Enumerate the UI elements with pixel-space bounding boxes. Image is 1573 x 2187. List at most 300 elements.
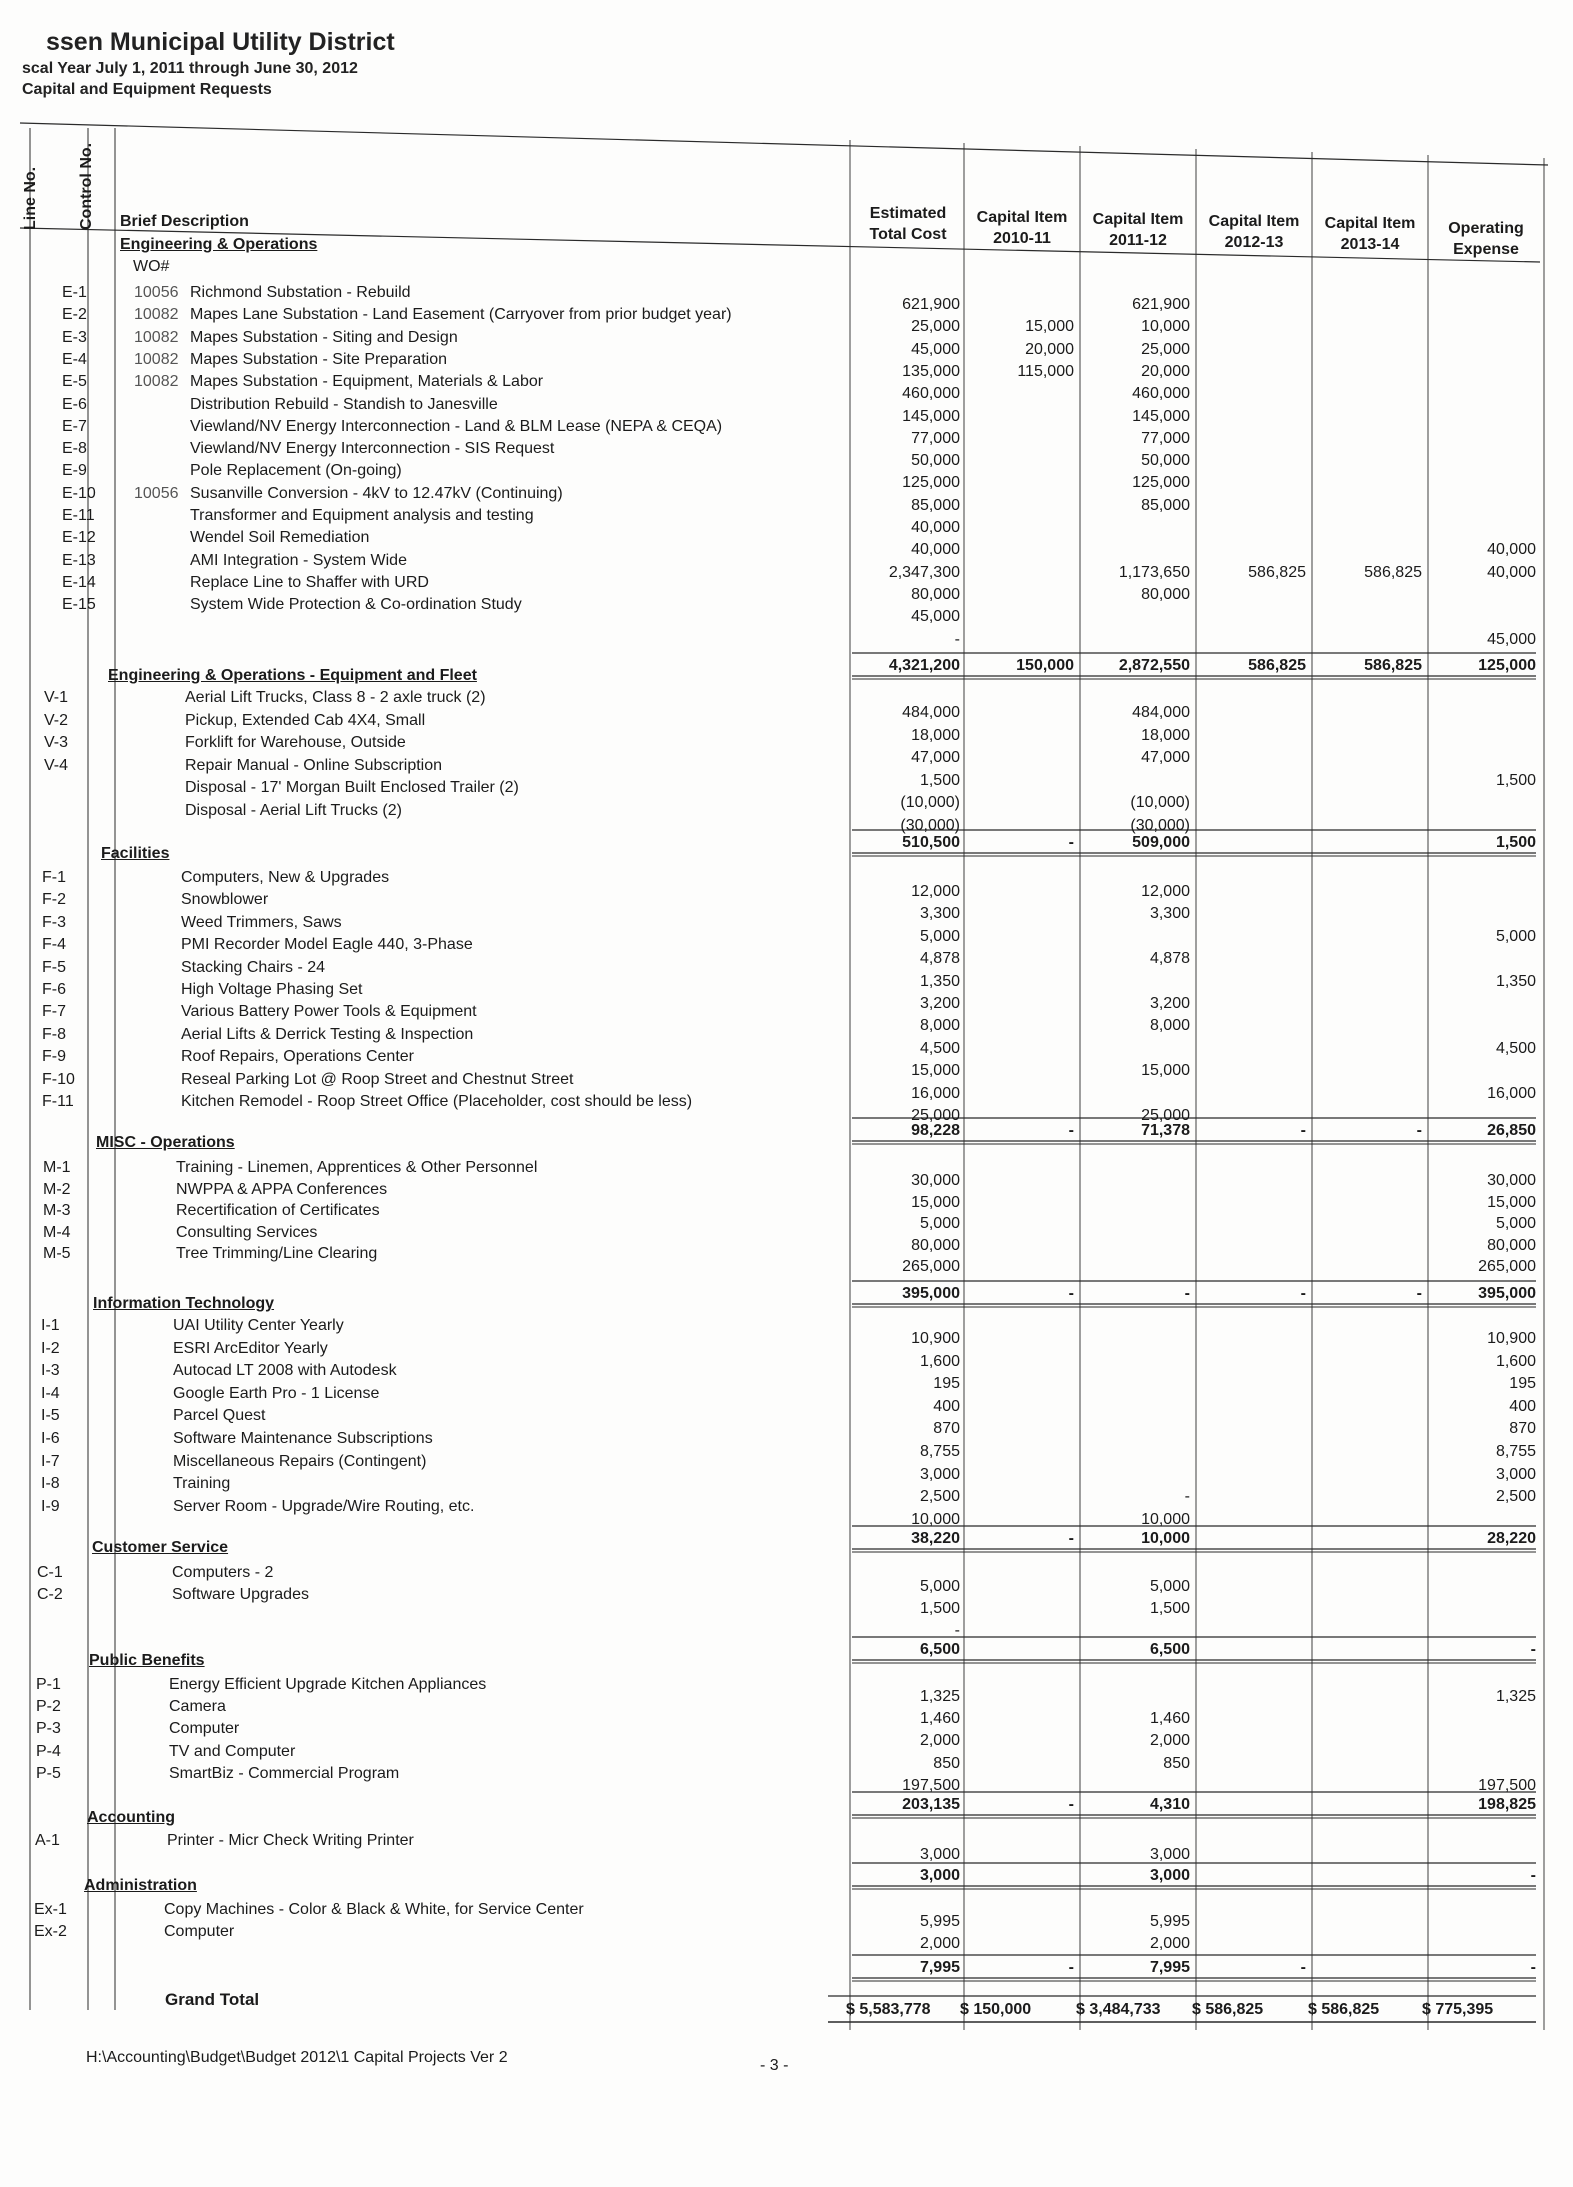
section-total-value: 509,000 xyxy=(1132,834,1190,851)
cell-value: 2,347,300 xyxy=(888,564,960,581)
cell-value: 870 xyxy=(1509,1420,1536,1437)
row-description: Miscellaneous Repairs (Contingent) xyxy=(173,1453,427,1470)
col-header-capital-2010-11-line1: Capital Item xyxy=(976,209,1068,226)
section-total-value: - xyxy=(1530,1959,1536,1976)
cell-value: 125,000 xyxy=(902,474,960,491)
row-description: Mapes Lane Substation - Land Easement (Carryover from prior budget year) xyxy=(190,306,732,323)
section-total-value: - xyxy=(1068,1796,1074,1813)
line-number: E-4 xyxy=(62,351,87,368)
line-number: F-1 xyxy=(42,869,66,886)
row-description: High Voltage Phasing Set xyxy=(181,981,363,998)
cell-value: 25,000 xyxy=(1141,341,1190,358)
row-description: Reseal Parking Lot @ Roop Street and Chestnut Street xyxy=(181,1071,574,1088)
line-number: E-9 xyxy=(62,462,87,479)
col-header-capital-2011-12-line2: 2011-12 xyxy=(1109,232,1167,249)
cell-value: 4,878 xyxy=(919,950,960,967)
cell-value: 135,000 xyxy=(902,363,960,380)
cell-value: 12,000 xyxy=(1141,883,1190,900)
row-description: PMI Recorder Model Eagle 440, 3-Phase xyxy=(181,936,473,953)
section-total-value: 1,500 xyxy=(1495,834,1536,851)
section-total-value: - xyxy=(1300,1285,1306,1302)
section-total-value: 98,228 xyxy=(911,1122,960,1139)
cell-value: 1,500 xyxy=(919,772,960,789)
row-description: Training - Linemen, Apprentices & Other Personnel xyxy=(176,1159,538,1176)
row-description: Replace Line to Shaffer with URD xyxy=(190,574,429,591)
row-description: Pole Replacement (On-going) xyxy=(190,462,402,479)
line-number: P-4 xyxy=(36,1743,61,1760)
cell-value: 47,000 xyxy=(911,749,960,766)
grand-total-value: $ 5,583,778 xyxy=(846,2001,931,2018)
cell-value: 2,000 xyxy=(1149,1732,1190,1749)
cell-value: 400 xyxy=(933,1398,960,1415)
cell-value: 80,000 xyxy=(911,586,960,603)
line-number: E-3 xyxy=(62,329,87,346)
section-total-value: 10,000 xyxy=(1141,1530,1190,1547)
file-path: H:\Accounting\Budget\Budget 2012\1 Capital Projects Ver 2 xyxy=(86,2049,508,2066)
line-number: I-8 xyxy=(41,1475,60,1492)
row-description: Snowblower xyxy=(181,891,269,908)
line-number: I-2 xyxy=(41,1340,60,1357)
cell-value: 10,900 xyxy=(911,1330,960,1347)
row-description: Stacking Chairs - 24 xyxy=(181,959,326,976)
grand-total-label: Grand Total xyxy=(165,1990,260,2009)
cell-value: 5,000 xyxy=(1495,928,1536,945)
line-number: P-2 xyxy=(36,1698,61,1715)
section-total-value: - xyxy=(1416,1285,1422,1302)
cell-value: 10,000 xyxy=(1141,318,1190,335)
cell-value: 2,000 xyxy=(919,1732,960,1749)
line-number: V-1 xyxy=(44,689,69,706)
cell-value: 40,000 xyxy=(911,519,960,536)
row-description: Parcel Quest xyxy=(173,1407,266,1424)
row-description: Software Maintenance Subscriptions xyxy=(173,1430,433,1447)
row-description: UAI Utility Center Yearly xyxy=(173,1317,344,1334)
row-description: Computers, New & Upgrades xyxy=(181,869,390,886)
row-description: Viewland/NV Energy Interconnection - Land & BLM Lease (NEPA & CEQA) xyxy=(190,418,723,435)
cell-value: 25,000 xyxy=(911,1107,960,1124)
cell-value: 870 xyxy=(933,1420,960,1437)
cell-value: 40,000 xyxy=(911,541,960,558)
section-title-fac: Facilities xyxy=(101,845,170,862)
row-description: Energy Efficient Upgrade Kitchen Appliances xyxy=(169,1676,487,1693)
cell-value: 25,000 xyxy=(1141,1107,1190,1124)
section-total-value: - xyxy=(1068,1285,1074,1302)
row-description: Repair Manual - Online Subscription xyxy=(185,757,443,774)
cell-value: 2,500 xyxy=(1495,1488,1536,1505)
cell-value: 265,000 xyxy=(902,1258,960,1275)
row-description: Copy Machines - Color & Black & White, for Service Center xyxy=(164,1901,584,1918)
line-number: I-5 xyxy=(41,1407,60,1424)
section-total-value: - xyxy=(1068,1959,1074,1976)
cell-value: 40,000 xyxy=(1487,564,1536,581)
cell-value: 484,000 xyxy=(902,704,960,721)
line-number: E-6 xyxy=(62,396,87,413)
cell-value: 586,825 xyxy=(1248,564,1306,581)
cell-value: 1,460 xyxy=(1149,1710,1190,1727)
row-description: Tree Trimming/Line Clearing xyxy=(176,1245,378,1262)
cell-value: 15,000 xyxy=(911,1194,960,1211)
cell-value: 15,000 xyxy=(1487,1194,1536,1211)
col-header-line-no: Line No. xyxy=(22,166,39,230)
line-number: E-11 xyxy=(62,507,95,524)
line-number: F-5 xyxy=(42,959,66,976)
work-order-number: 10082 xyxy=(134,306,179,323)
line-number: I-7 xyxy=(41,1453,60,1470)
section-total-value: 198,825 xyxy=(1478,1796,1536,1813)
line-number: V-3 xyxy=(44,734,69,751)
cell-value: 460,000 xyxy=(1132,385,1190,402)
col-header-capital-2012-13-line2: 2012-13 xyxy=(1224,234,1284,251)
row-description: Forklift for Warehouse, Outside xyxy=(185,734,406,751)
section-total-value: 38,220 xyxy=(911,1530,960,1547)
line-number: A-1 xyxy=(35,1832,60,1849)
line-number: Ex-1 xyxy=(34,1901,67,1918)
cell-value: 40,000 xyxy=(1487,541,1536,558)
cell-value: 85,000 xyxy=(911,497,960,514)
row-description: Wendel Soil Remediation xyxy=(190,529,370,546)
cell-value: 15,000 xyxy=(911,1062,960,1079)
row-description: SmartBiz - Commercial Program xyxy=(169,1765,400,1782)
section-total-value: 3,000 xyxy=(919,1867,960,1884)
section-total-value: 150,000 xyxy=(1016,657,1074,674)
cell-value: 50,000 xyxy=(1141,452,1190,469)
row-description: Printer - Micr Check Writing Printer xyxy=(167,1832,414,1849)
cell-value: 197,500 xyxy=(902,1777,960,1794)
cell-value: 80,000 xyxy=(1487,1237,1536,1254)
cell-value: 1,600 xyxy=(919,1353,960,1370)
section-total-value: 203,135 xyxy=(902,1796,960,1813)
section-total-value: 586,825 xyxy=(1248,657,1306,674)
cell-value: 3,300 xyxy=(1149,905,1190,922)
cell-value: 5,000 xyxy=(1495,1215,1536,1232)
row-description: AMI Integration - System Wide xyxy=(190,552,407,569)
line-number: I-3 xyxy=(41,1362,60,1379)
row-description: Disposal - 17' Morgan Built Enclosed Trailer (2) xyxy=(185,779,519,796)
cell-value: 85,000 xyxy=(1141,497,1190,514)
cell-value: 45,000 xyxy=(1487,631,1536,648)
line-number: M-2 xyxy=(43,1181,71,1198)
section-total-value: - xyxy=(1300,1959,1306,1976)
line-number: E-15 xyxy=(62,596,96,613)
grand-total-value: $ 150,000 xyxy=(960,2001,1032,2018)
line-number: I-1 xyxy=(41,1317,60,1334)
work-order-number: 10082 xyxy=(134,373,179,390)
cell-value: 195 xyxy=(933,1375,960,1392)
section-total-value: 395,000 xyxy=(902,1285,960,1302)
row-description: Aerial Lift Trucks, Class 8 - 2 axle truck (2) xyxy=(185,689,486,706)
col-header-control-no: Control No. xyxy=(78,142,95,230)
cell-value: 1,500 xyxy=(1495,772,1536,789)
cell-value: 850 xyxy=(1163,1755,1190,1772)
cell-value: (30,000) xyxy=(1130,817,1190,834)
cell-value: 77,000 xyxy=(911,430,960,447)
row-description: Transformer and Equipment analysis and testing xyxy=(190,507,534,524)
cell-value: 4,878 xyxy=(1149,950,1190,967)
col-header-capital-2012-13-line1: Capital Item xyxy=(1208,213,1300,230)
cell-value: 80,000 xyxy=(1141,586,1190,603)
report-subtitle: Capital and Equipment Requests xyxy=(22,81,272,98)
row-description: Roof Repairs, Operations Center xyxy=(181,1048,414,1065)
cell-value: 4,500 xyxy=(1495,1040,1536,1057)
line-number: F-9 xyxy=(42,1048,66,1065)
cell-value: 1,600 xyxy=(1495,1353,1536,1370)
row-description: Computer xyxy=(169,1720,240,1737)
row-description: Susanville Conversion - 4kV to 12.47kV (Continuing) xyxy=(190,485,563,502)
cell-value: 8,000 xyxy=(1149,1017,1190,1034)
row-description: TV and Computer xyxy=(169,1743,296,1760)
cell-value: 5,000 xyxy=(919,1578,960,1595)
cell-value: 5,000 xyxy=(919,1215,960,1232)
cell-value: 3,000 xyxy=(1495,1466,1536,1483)
wo-label: WO# xyxy=(133,258,170,275)
cell-value: 1,325 xyxy=(1495,1688,1536,1705)
row-description: Camera xyxy=(169,1698,226,1715)
cell-value: 10,900 xyxy=(1487,1330,1536,1347)
row-description: Recertification of Certificates xyxy=(176,1202,380,1219)
section-title-cs: Customer Service xyxy=(92,1539,229,1556)
grand-total-value: $ 3,484,733 xyxy=(1076,2001,1161,2018)
col-header-capital-2013-14-line2: 2013-14 xyxy=(1340,236,1400,253)
col-header-description: Brief Description xyxy=(120,213,249,230)
row-description: Software Upgrades xyxy=(172,1586,309,1603)
section-total-value: 510,500 xyxy=(902,834,960,851)
section-total-value: 7,995 xyxy=(1149,1959,1190,1976)
section-title-acct: Accounting xyxy=(87,1809,175,1826)
line-number: M-1 xyxy=(43,1159,71,1176)
cell-value: 77,000 xyxy=(1141,430,1190,447)
cell-value: (10,000) xyxy=(1130,794,1190,811)
cell-value: 1,173,650 xyxy=(1118,564,1190,581)
cell-value: 20,000 xyxy=(1025,341,1074,358)
cell-value: 8,755 xyxy=(919,1443,960,1460)
cell-value: 5,995 xyxy=(919,1913,960,1930)
line-number: F-6 xyxy=(42,981,66,998)
line-number: E-12 xyxy=(62,529,96,546)
section-total-value: 2,872,550 xyxy=(1118,657,1190,674)
section-total-value: 586,825 xyxy=(1364,657,1422,674)
line-number: F-2 xyxy=(42,891,66,908)
line-number: P-3 xyxy=(36,1720,61,1737)
section-title-eo: Engineering & Operations xyxy=(120,236,318,253)
col-header-estimated-line2: Total Cost xyxy=(869,226,947,243)
cell-value: 1,325 xyxy=(919,1688,960,1705)
cell-value: - xyxy=(954,631,960,648)
line-number: E-14 xyxy=(62,574,96,591)
work-order-number: 10056 xyxy=(134,284,179,301)
section-title-pb: Public Benefits xyxy=(89,1652,205,1669)
line-number: P-5 xyxy=(36,1765,61,1782)
row-description: Pickup, Extended Cab 4X4, Small xyxy=(185,712,426,729)
line-number: Ex-2 xyxy=(34,1923,67,1940)
cell-value: 18,000 xyxy=(1141,727,1190,744)
row-description: NWPPA & APPA Conferences xyxy=(176,1181,388,1198)
col-header-capital-2013-14-line1: Capital Item xyxy=(1324,215,1416,232)
cell-value: 145,000 xyxy=(1132,408,1190,425)
row-description: Richmond Substation - Rebuild xyxy=(190,284,411,301)
row-description: Various Battery Power Tools & Equipment xyxy=(181,1003,477,1020)
cell-value: 621,900 xyxy=(1132,296,1190,313)
cell-value: 197,500 xyxy=(1478,1777,1536,1794)
row-description: Distribution Rebuild - Standish to Janesville xyxy=(190,396,498,413)
cell-value: 4,500 xyxy=(919,1040,960,1057)
row-description: Consulting Services xyxy=(176,1224,318,1241)
row-description: Computer xyxy=(164,1923,235,1940)
row-description: Weed Trimmers, Saws xyxy=(181,914,342,931)
col-header-estimated-line1: Estimated xyxy=(869,205,947,222)
cell-value: 5,995 xyxy=(1149,1913,1190,1930)
grand-total-value: $ 586,825 xyxy=(1308,2001,1380,2018)
line-number: M-3 xyxy=(43,1202,71,1219)
col-header-capital-2011-12 xyxy=(1082,209,1194,251)
col-header-capital-2011-12-line1: Capital Item xyxy=(1092,211,1184,228)
page-number: - 3 - xyxy=(760,2057,789,2074)
cell-value: 45,000 xyxy=(911,341,960,358)
section-title-misc: MISC - Operations xyxy=(96,1134,235,1151)
cell-value: 484,000 xyxy=(1132,704,1190,721)
line-number: I-6 xyxy=(41,1430,60,1447)
cell-value: 3,000 xyxy=(1149,1846,1190,1863)
row-description: Google Earth Pro - 1 License xyxy=(173,1385,380,1402)
cell-value: 400 xyxy=(1509,1398,1536,1415)
row-description: Kitchen Remodel - Roop Street Office (Placeholder, cost should be less) xyxy=(181,1093,693,1110)
cell-value: 3,300 xyxy=(919,905,960,922)
cell-value: 5,000 xyxy=(919,928,960,945)
section-total-value: - xyxy=(1068,1122,1074,1139)
col-header-operating-expense xyxy=(1430,218,1542,260)
line-number: E-5 xyxy=(62,373,87,390)
col-header-estimated xyxy=(852,203,964,245)
cell-value: 265,000 xyxy=(1478,1258,1536,1275)
cell-value: - xyxy=(954,1622,960,1639)
line-number: F-8 xyxy=(42,1026,66,1043)
col-header-operating-expense-line1: Operating xyxy=(1448,220,1524,237)
col-header-capital-2012-13 xyxy=(1198,211,1310,253)
section-total-value: 4,321,200 xyxy=(888,657,960,674)
line-number: V-2 xyxy=(44,712,69,729)
row-description: Mapes Substation - Site Preparation xyxy=(190,351,448,368)
cell-value: 10,000 xyxy=(911,1511,960,1528)
line-number: I-4 xyxy=(41,1385,60,1402)
section-total-value: 7,995 xyxy=(919,1959,960,1976)
line-number: E-10 xyxy=(62,485,96,502)
section-total-value: 4,310 xyxy=(1149,1796,1190,1813)
section-title-it: Information Technology xyxy=(93,1295,275,1312)
line-number: E-8 xyxy=(62,440,87,457)
section-total-value: 3,000 xyxy=(1149,1867,1190,1884)
row-description: Disposal - Aerial Lift Trucks (2) xyxy=(185,802,402,819)
cell-value: 30,000 xyxy=(911,1172,960,1189)
line-number: E-7 xyxy=(62,418,87,435)
work-order-number: 10056 xyxy=(134,485,179,502)
cell-value: 195 xyxy=(1509,1375,1536,1392)
cell-value: (30,000) xyxy=(900,817,960,834)
cell-value: 3,000 xyxy=(919,1846,960,1863)
cell-value: 15,000 xyxy=(1141,1062,1190,1079)
section-total-value: 71,378 xyxy=(1141,1122,1190,1139)
cell-value: 30,000 xyxy=(1487,1172,1536,1189)
line-number: I-9 xyxy=(41,1498,60,1515)
table-top-rule xyxy=(20,123,1548,165)
section-total-value: 125,000 xyxy=(1478,657,1536,674)
work-order-number: 10082 xyxy=(134,351,179,368)
col-header-operating-expense-line2: Expense xyxy=(1453,241,1519,258)
row-description: Aerial Lifts & Derrick Testing & Inspection xyxy=(181,1026,474,1043)
cell-value: 3,200 xyxy=(919,995,960,1012)
cell-value: 1,460 xyxy=(919,1710,960,1727)
line-number: V-4 xyxy=(44,757,69,774)
cell-value: 3,200 xyxy=(1149,995,1190,1012)
row-description: Mapes Substation - Equipment, Materials & Labor xyxy=(190,373,544,390)
cell-value: 16,000 xyxy=(911,1085,960,1102)
row-description: System Wide Protection & Co-ordination Study xyxy=(190,596,522,613)
cell-value: 145,000 xyxy=(902,408,960,425)
line-number: M-4 xyxy=(43,1224,71,1241)
cell-value: 2,000 xyxy=(919,1935,960,1952)
section-total-value: - xyxy=(1416,1122,1422,1139)
cell-value: 125,000 xyxy=(1132,474,1190,491)
section-title-fleet: Engineering & Operations - Equipment and Fleet xyxy=(108,667,477,684)
col-header-capital-2010-11 xyxy=(966,207,1078,249)
cell-value: (10,000) xyxy=(900,794,960,811)
row-description: ESRI ArcEditor Yearly xyxy=(173,1340,328,1357)
col-header-capital-2010-11-line2: 2010-11 xyxy=(993,230,1051,247)
section-total-value: - xyxy=(1530,1641,1536,1658)
section-total-value: 6,500 xyxy=(1149,1641,1190,1658)
cell-value: 50,000 xyxy=(911,452,960,469)
work-order-number: 10082 xyxy=(134,329,179,346)
line-number: F-7 xyxy=(42,1003,66,1020)
cell-value: 586,825 xyxy=(1364,564,1422,581)
row-description: Training xyxy=(173,1475,231,1492)
fiscal-year: scal Year July 1, 2011 through June 30, 2012 xyxy=(22,60,358,77)
row-description: Mapes Substation - Siting and Design xyxy=(190,329,458,346)
row-description: Server Room - Upgrade/Wire Routing, etc. xyxy=(173,1498,475,1515)
cell-value: 1,350 xyxy=(919,973,960,990)
cell-value: 8,755 xyxy=(1495,1443,1536,1460)
cell-value: 1,500 xyxy=(919,1600,960,1617)
row-description: Computers - 2 xyxy=(172,1564,274,1581)
col-header-capital-2013-14 xyxy=(1314,213,1426,255)
row-description: Viewland/NV Energy Interconnection - SIS Request xyxy=(190,440,555,457)
cell-value: 12,000 xyxy=(911,883,960,900)
row-description: Autocad LT 2008 with Autodesk xyxy=(173,1362,397,1379)
section-total-value: 6,500 xyxy=(919,1641,960,1658)
line-number: P-1 xyxy=(36,1676,61,1693)
cell-value: 460,000 xyxy=(902,385,960,402)
section-total-value: 28,220 xyxy=(1487,1530,1536,1547)
section-title-admin: Administration xyxy=(84,1877,197,1894)
cell-value: 621,900 xyxy=(902,296,960,313)
cell-value: 1,350 xyxy=(1495,973,1536,990)
line-number: F-10 xyxy=(42,1071,75,1088)
cell-value: 15,000 xyxy=(1025,318,1074,335)
line-number: F-11 xyxy=(42,1093,74,1110)
section-total-value: - xyxy=(1184,1285,1190,1302)
grand-total-value: $ 586,825 xyxy=(1192,2001,1264,2018)
section-total-value: 395,000 xyxy=(1478,1285,1536,1302)
cell-value: 25,000 xyxy=(911,318,960,335)
cell-value: 1,500 xyxy=(1149,1600,1190,1617)
line-number: F-3 xyxy=(42,914,66,931)
section-total-value: - xyxy=(1300,1122,1306,1139)
cell-value: 5,000 xyxy=(1149,1578,1190,1595)
cell-value: - xyxy=(1184,1488,1190,1505)
cell-value: 115,000 xyxy=(1017,363,1074,380)
cell-value: 18,000 xyxy=(911,727,960,744)
grand-total-value: $ 775,395 xyxy=(1422,2001,1494,2018)
cell-value: 47,000 xyxy=(1141,749,1190,766)
cell-value: 8,000 xyxy=(919,1017,960,1034)
